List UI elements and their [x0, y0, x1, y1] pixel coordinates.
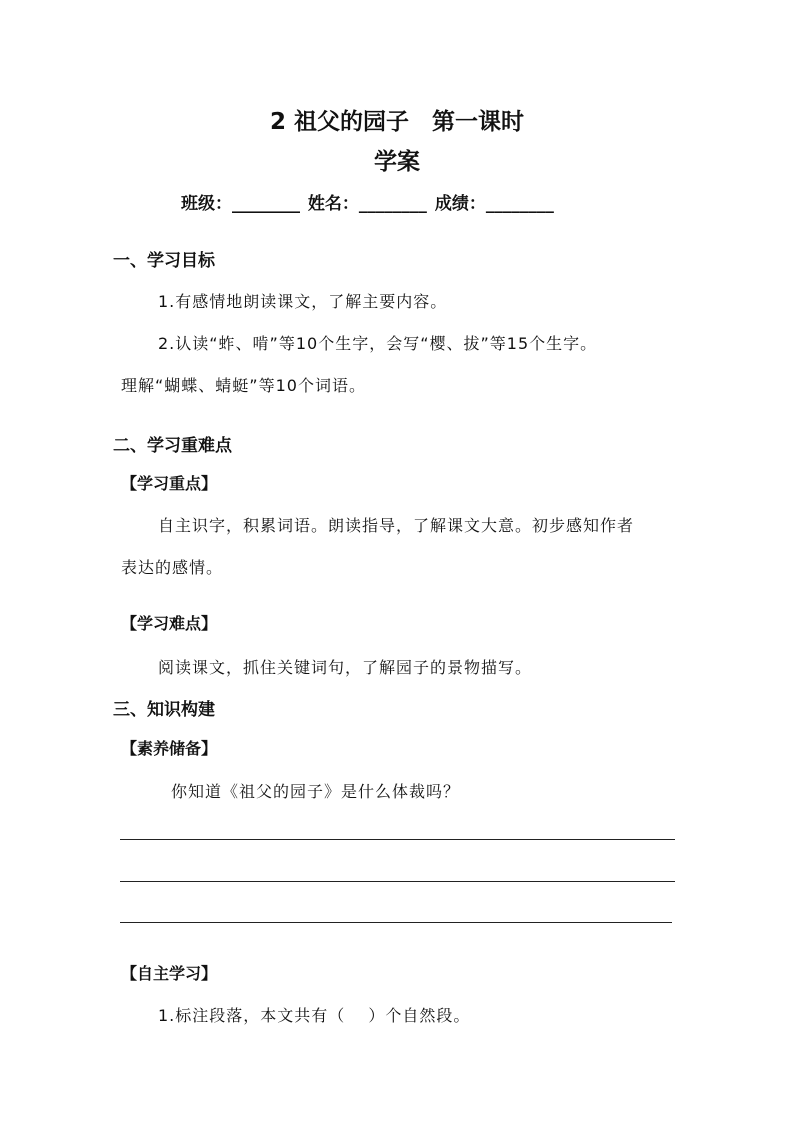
prep-question: 你知道《祖父的园子》是什么体裁吗？: [171, 782, 461, 801]
section-heading-learning-goals: 一、学习目标: [113, 251, 215, 271]
answer-line-2: [120, 881, 675, 882]
self-study-item-1: 1.标注段落，本文共有（ ）个自然段。: [158, 1006, 471, 1025]
goal-item-1: 1.有感情地朗读课文，了解主要内容。: [158, 292, 448, 311]
label-literacy-prep: 【素养储备】: [121, 739, 218, 758]
section-heading-knowledge: 三、知识构建: [113, 700, 215, 720]
goal-item-2-line-1: 2.认读“蚱、啃”等10个生字，会写“樱、拔”等15个生字。: [158, 334, 598, 353]
label-self-study: 【自主学习】: [121, 964, 218, 983]
answer-line-1: [120, 839, 675, 840]
answer-line-3: [120, 922, 672, 923]
page-subtitle: 学案: [374, 149, 420, 175]
goal-item-2-line-2: 理解“蝴蝶、蜻蜓”等10个词语。: [121, 376, 366, 395]
label-difficulty: 【学习难点】: [121, 614, 218, 633]
page-title: 2 祖父的园子 第一课时: [269, 109, 524, 135]
section-heading-key-points: 二、学习重难点: [113, 436, 232, 456]
label-key-focus: 【学习重点】: [121, 474, 218, 493]
focus-line-1: 自主识字，积累词语。朗读指导，了解课文大意。初步感知作者: [158, 516, 635, 535]
focus-line-2: 表达的感情。: [121, 558, 224, 577]
difficulty-text: 阅读课文，抓住关键词句，了解园子的景物描写。: [158, 658, 533, 677]
student-info-line: 班级：________ 姓名：________ 成绩：________: [181, 194, 554, 214]
